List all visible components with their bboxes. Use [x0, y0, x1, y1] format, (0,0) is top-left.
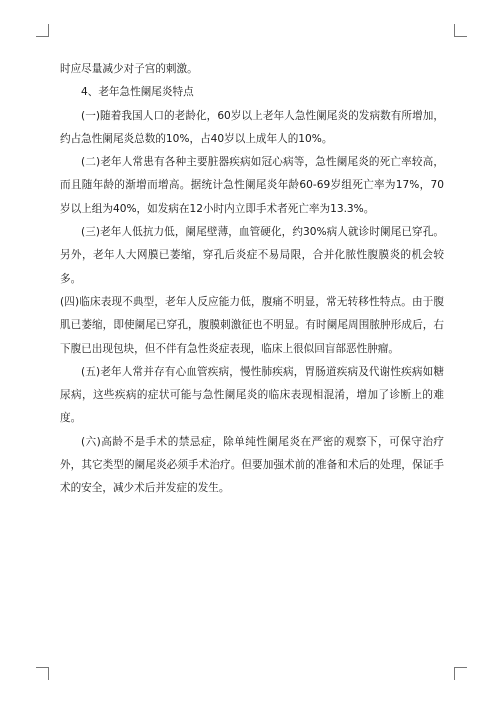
paragraph-5: (五)老年人常并存有心血管疾病，慢性肺疾病，胃肠道疾病及代谢性疾病如糖尿病，这些疾病的症状可能与急性阑尾炎的临床表现相混淆，增加了诊断上的难度。	[60, 365, 444, 425]
crop-mark-bottom-left	[36, 667, 49, 680]
paragraph-continuation: 时应尽量减少对子宫的刺激。	[60, 63, 198, 75]
crop-mark-top-right	[454, 24, 467, 37]
crop-mark-top-left	[36, 24, 49, 37]
section-heading: 4、老年急性阑尾炎特点	[81, 86, 194, 99]
paragraph-2: (二)老年人常患有各种主要脏器疾病如冠心病等，急性阑尾炎的死亡率较高，而且随年龄的渐增而增高。据统计急性阑尾炎年龄60-69岁组死亡率为17%，70岁以上组为40%，如发病在12小时内立即手术者死亡率为13.3%。	[60, 156, 444, 215]
paragraph-6: (六)高龄不是手术的禁忌症，除单纯性阑尾炎在严密的观察下，可保守治疗外，其它类型的阑尾炎必须手术治疗。但要加强术前的准备和术后的处理，保证手术的安全，减少术后并发症的发生。	[60, 435, 444, 495]
paragraph-3: (三)老年人低抗力低，阑尾壁薄，血管硬化，约30%病人就诊时阑尾已穿孔。另外，老年人大网膜已萎缩，穿孔后炎症不易局限，合并化脓性腹膜炎的机会较多。	[60, 226, 444, 285]
document-body	[60, 58, 444, 501]
crop-mark-bottom-right	[454, 667, 467, 680]
paragraph-1: (一)随着我国人口的老龄化，60岁以上老年人急性阑尾炎的发病数有所增加，约占急性阑尾炎总数的10%，占40岁以上成年人的10%。	[60, 109, 444, 145]
paragraph-4: (四)临床表现不典型，老年人反应能力低，腹痛不明显，常无转移性特点。由于腹肌已萎缩，即使阑尾已穿孔，腹膜刺激征也不明显。有时阑尾周围脓肿形成后，右下腹已出现包块，但不伴有急性炎症表现，临床上很似回盲部恶性肿瘤。	[60, 295, 444, 355]
